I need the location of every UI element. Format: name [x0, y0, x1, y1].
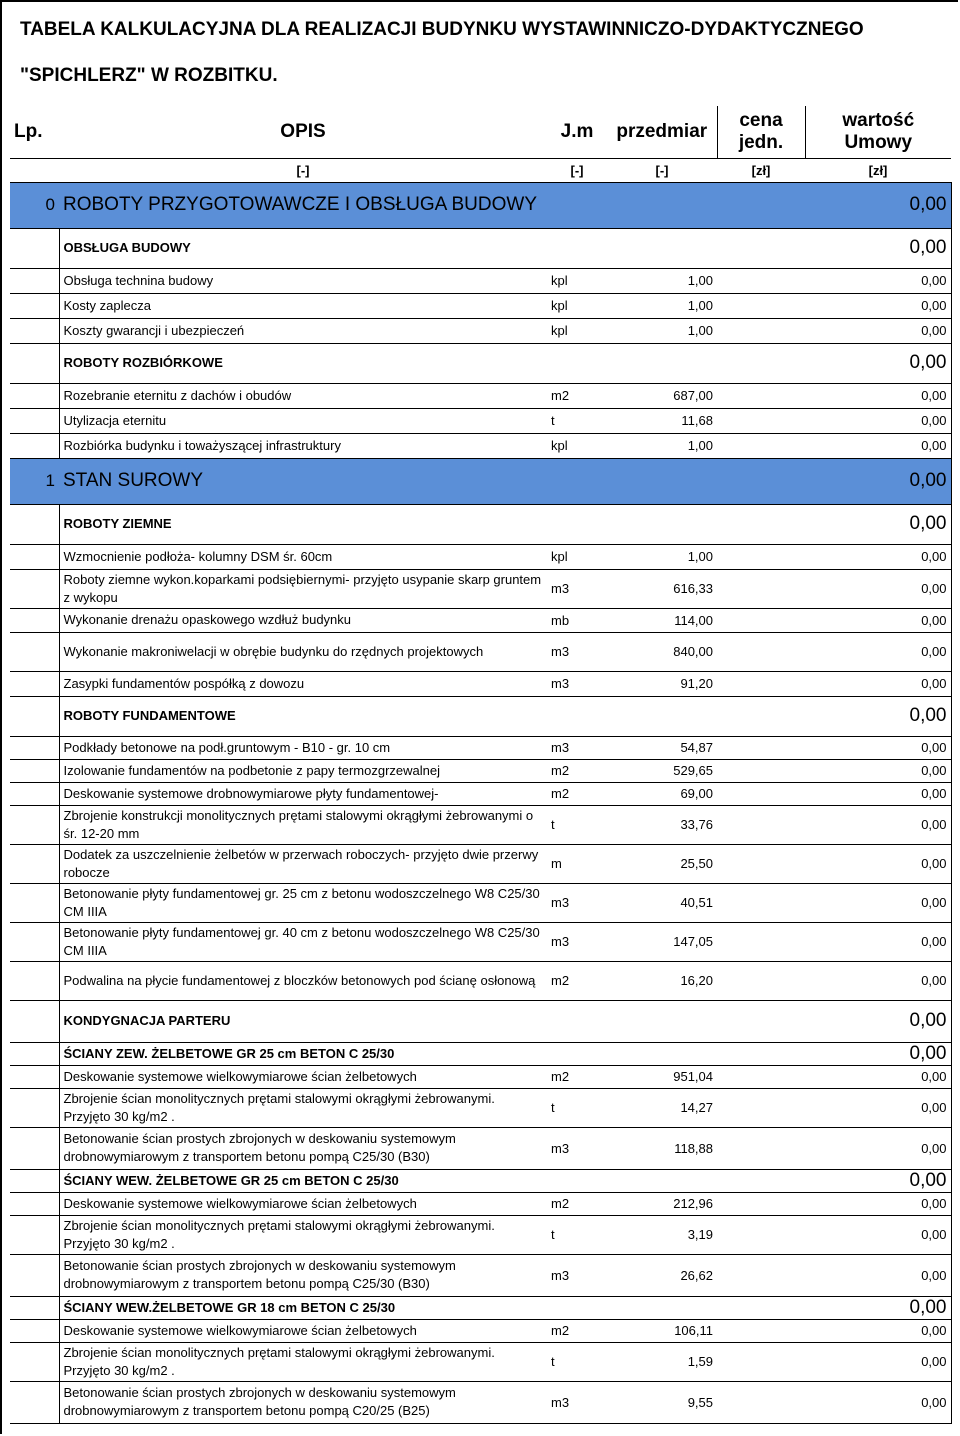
- subsection-title: ŚCIANY WEW.ŻELBETOWE GR 18 cm BETON C 25/30: [59, 1296, 805, 1319]
- unit-jm: [-]: [547, 158, 607, 182]
- item-value: 0,00: [805, 408, 951, 433]
- item-description: Zasypki fundamentów pospółką z dowozu: [59, 671, 547, 696]
- table-row: [10, 1215, 951, 1254]
- item-value: 0,00: [805, 1192, 951, 1215]
- item-unit: kpl: [547, 268, 607, 293]
- subsection-value: 0,00: [805, 1296, 951, 1319]
- item-description: Podwalina na płycie fundamentowej z bloczków betonowych pod ścianę osłonową: [59, 961, 547, 1000]
- item-description: Deskowanie systemowe wielkowymiarowe ścian żelbetowych: [59, 1192, 547, 1215]
- item-value: 0,00: [805, 318, 951, 343]
- item-description: Zbrojenie konstrukcji monolitycznych prętami stalowymi okrągłymi żebrowanymi o śr. 12-20 mm: [59, 805, 547, 844]
- subsection-title: ŚCIANY WEW. ŻELBETOWE GR 25 cm BETON C 25/30: [59, 1169, 805, 1192]
- item-value: 0,00: [805, 268, 951, 293]
- item-unit-price: [717, 782, 805, 805]
- item-unit: kpl: [547, 433, 607, 458]
- item-value: 0,00: [805, 1127, 951, 1169]
- item-description: Betonowanie płyty fundamentowej gr. 40 cm z betonu wodoszczelnego W8 C25/30 CM IIIA: [59, 922, 547, 961]
- table-row: [10, 805, 951, 844]
- item-unit-price: [717, 1215, 805, 1254]
- units-row: [10, 158, 951, 182]
- section-row: [10, 182, 951, 228]
- item-unit: kpl: [547, 293, 607, 318]
- table-row: [10, 1319, 951, 1342]
- item-description: Betonowanie ścian prostych zbrojonych w deskowaniu systemowym drobnowymiarowym z transportem betonu pompą C20/25 (B25): [59, 1381, 547, 1423]
- table-row: [10, 1088, 951, 1127]
- item-value: 0,00: [805, 759, 951, 782]
- item-unit: m3: [547, 569, 607, 608]
- item-description: Obsługa technina budowy: [59, 268, 547, 293]
- subsection-title: ROBOTY FUNDAMENTOWE: [59, 696, 805, 736]
- item-value: 0,00: [805, 544, 951, 569]
- table-row: [10, 632, 951, 671]
- section-value: 0,00: [805, 458, 951, 504]
- subsection-title: KONDYGNACJA PARTERU: [59, 1000, 805, 1042]
- item-unit: kpl: [547, 544, 607, 569]
- table-row: [10, 318, 951, 343]
- item-unit-price: [717, 544, 805, 569]
- item-unit-price: [717, 569, 805, 608]
- item-description: Wykonanie makroniwelacji w obrębie budynku do rzędnych projektowych: [59, 632, 547, 671]
- unit-opis: [-]: [59, 158, 547, 182]
- item-unit-price: [717, 383, 805, 408]
- table-row: [10, 1127, 951, 1169]
- item-unit: m2: [547, 759, 607, 782]
- item-description: Wzmocnienie podłoża- kolumny DSM śr. 60cm: [59, 544, 547, 569]
- subsection-row: [10, 343, 951, 383]
- table-row: [10, 544, 951, 569]
- item-unit: m2: [547, 1192, 607, 1215]
- item-quantity: 1,00: [607, 544, 717, 569]
- item-quantity: 33,76: [607, 805, 717, 844]
- table-row: [10, 922, 951, 961]
- item-value: 0,00: [805, 293, 951, 318]
- item-quantity: 1,00: [607, 268, 717, 293]
- item-value: 0,00: [805, 1215, 951, 1254]
- item-value: 0,00: [805, 961, 951, 1000]
- item-description: Izolowanie fundamentów na podbetonie z papy termozgrzewalnej: [59, 759, 547, 782]
- item-value: 0,00: [805, 805, 951, 844]
- item-description: Utylizacja eternitu: [59, 408, 547, 433]
- item-value: 0,00: [805, 1065, 951, 1088]
- table-row: [10, 883, 951, 922]
- item-quantity: 11,68: [607, 408, 717, 433]
- item-value: 0,00: [805, 1319, 951, 1342]
- item-description: Betonowanie ścian prostych zbrojonych w deskowaniu systemowym drobnowymiarowym z transportem betonu pompą C25/30 (B30): [59, 1127, 547, 1169]
- item-unit-price: [717, 608, 805, 632]
- table-row: [10, 759, 951, 782]
- item-unit-price: [717, 632, 805, 671]
- table-row: [10, 1254, 951, 1296]
- column-header-cena: cena jedn.: [717, 106, 805, 158]
- table-row: [10, 782, 951, 805]
- item-unit-price: [717, 759, 805, 782]
- subsection-row: [10, 1042, 951, 1065]
- item-unit: m2: [547, 1319, 607, 1342]
- item-unit-price: [717, 1342, 805, 1381]
- item-quantity: 212,96: [607, 1192, 717, 1215]
- subsection-title: ROBOTY ZIEMNE: [59, 504, 805, 544]
- item-description: Deskowanie systemowe drobnowymiarowe płyty fundamentowej-: [59, 782, 547, 805]
- item-unit-price: [717, 671, 805, 696]
- item-value: 0,00: [805, 883, 951, 922]
- item-unit-price: [717, 293, 805, 318]
- item-description: Podkłady betonowe na podł.gruntowym - B10 - gr. 10 cm: [59, 736, 547, 759]
- item-unit: m2: [547, 383, 607, 408]
- item-description: Koszty gwarancji i ubezpieczeń: [59, 318, 547, 343]
- item-quantity: 69,00: [607, 782, 717, 805]
- item-value: 0,00: [805, 1088, 951, 1127]
- column-header-opis: OPIS: [59, 106, 547, 158]
- table-row: [10, 293, 951, 318]
- subsection-title: ŚCIANY ZEW. ŻELBETOWE GR 25 cm BETON C 25/30: [59, 1042, 805, 1065]
- item-quantity: 91,20: [607, 671, 717, 696]
- item-description: Betonowanie ścian prostych zbrojonych w deskowaniu systemowym drobnowymiarowym z transportem betonu pompą C25/30 (B30): [59, 1254, 547, 1296]
- item-unit-price: [717, 805, 805, 844]
- calculation-table: [10, 106, 952, 1424]
- item-description: Dodatek za uszczelnienie żelbetów w przerwach roboczych- przyjęto dwie przerwy robocze: [59, 844, 547, 883]
- item-unit-price: [717, 1319, 805, 1342]
- item-unit: m3: [547, 671, 607, 696]
- item-unit-price: [717, 1127, 805, 1169]
- subsection-row: [10, 696, 951, 736]
- subsection-row: [10, 1000, 951, 1042]
- item-unit-price: [717, 883, 805, 922]
- item-description: Rozebranie eternitu z dachów i obudów: [59, 383, 547, 408]
- section-value: 0,00: [805, 182, 951, 228]
- item-unit: t: [547, 1088, 607, 1127]
- subsection-row: [10, 504, 951, 544]
- item-unit: t: [547, 1342, 607, 1381]
- item-description: Roboty ziemne wykon.koparkami podsiębiernymi- przyjęto usypanie skarp gruntem z wykopu: [59, 569, 547, 608]
- item-unit-price: [717, 1088, 805, 1127]
- item-description: Zbrojenie ścian monolitycznych prętami stalowymi okrągłymi żebrowanymi. Przyjęto 30 kg/m2 .: [59, 1342, 547, 1381]
- item-description: Kosty zaplecza: [59, 293, 547, 318]
- item-unit-price: [717, 1381, 805, 1423]
- item-quantity: 14,27: [607, 1088, 717, 1127]
- item-description: Betonowanie płyty fundamentowej gr. 25 cm z betonu wodoszczelnego W8 C25/30 CM IIIA: [59, 883, 547, 922]
- item-unit-price: [717, 433, 805, 458]
- section-row: [10, 458, 951, 504]
- item-unit-price: [717, 1065, 805, 1088]
- item-description: Zbrojenie ścian monolitycznych prętami stalowymi okrągłymi żebrowanymi. Przyjęto 30 kg/m2 .: [59, 1088, 547, 1127]
- subsection-value: 0,00: [805, 504, 951, 544]
- item-unit: t: [547, 408, 607, 433]
- item-description: Rozbiórka budynku i toważyszącej infrastruktury: [59, 433, 547, 458]
- item-unit: m3: [547, 1381, 607, 1423]
- item-unit-price: [717, 922, 805, 961]
- item-quantity: 16,20: [607, 961, 717, 1000]
- item-quantity: 616,33: [607, 569, 717, 608]
- item-unit: m3: [547, 883, 607, 922]
- item-value: 0,00: [805, 736, 951, 759]
- item-quantity: 1,59: [607, 1342, 717, 1381]
- item-quantity: 114,00: [607, 608, 717, 632]
- item-value: 0,00: [805, 383, 951, 408]
- item-quantity: 1,00: [607, 433, 717, 458]
- table-row: [10, 433, 951, 458]
- table-row: [10, 569, 951, 608]
- item-unit: m3: [547, 922, 607, 961]
- subsection-value: 0,00: [805, 1000, 951, 1042]
- table-row: [10, 844, 951, 883]
- item-unit-price: [717, 961, 805, 1000]
- subsection-row: [10, 1169, 951, 1192]
- item-unit: m2: [547, 1065, 607, 1088]
- table-row: [10, 671, 951, 696]
- item-quantity: 1,00: [607, 318, 717, 343]
- item-quantity: 529,65: [607, 759, 717, 782]
- item-unit-price: [717, 736, 805, 759]
- item-value: 0,00: [805, 433, 951, 458]
- header-row: [10, 106, 951, 158]
- item-value: 0,00: [805, 632, 951, 671]
- item-quantity: 1,00: [607, 293, 717, 318]
- table-row: [10, 1381, 951, 1423]
- item-unit: m2: [547, 782, 607, 805]
- section-title: ROBOTY PRZYGOTOWAWCZE I OBSŁUGA BUDOWY: [59, 182, 805, 228]
- item-quantity: 40,51: [607, 883, 717, 922]
- item-unit-price: [717, 1254, 805, 1296]
- item-quantity: 118,88: [607, 1127, 717, 1169]
- item-quantity: 54,87: [607, 736, 717, 759]
- item-description: Deskowanie systemowe wielkowymiarowe ścian żelbetowych: [59, 1319, 547, 1342]
- item-quantity: 3,19: [607, 1215, 717, 1254]
- item-value: 0,00: [805, 782, 951, 805]
- subsection-title: ROBOTY ROZBIÓRKOWE: [59, 343, 805, 383]
- item-unit: m2: [547, 961, 607, 1000]
- item-value: 0,00: [805, 608, 951, 632]
- item-quantity: 106,11: [607, 1319, 717, 1342]
- column-header-wartosc: wartość Umowy: [805, 106, 951, 158]
- subsection-value: 0,00: [805, 1169, 951, 1192]
- table-row: [10, 1065, 951, 1088]
- item-quantity: 687,00: [607, 383, 717, 408]
- item-unit: m3: [547, 1254, 607, 1296]
- item-unit: m3: [547, 1127, 607, 1169]
- column-header-jm: J.m: [547, 106, 607, 158]
- item-unit-price: [717, 268, 805, 293]
- item-unit-price: [717, 844, 805, 883]
- table-row: [10, 961, 951, 1000]
- item-quantity: 951,04: [607, 1065, 717, 1088]
- item-unit: mb: [547, 608, 607, 632]
- table-row: [10, 1342, 951, 1381]
- item-unit-price: [717, 408, 805, 433]
- table-row: [10, 1192, 951, 1215]
- item-description: Zbrojenie ścian monolitycznych prętami stalowymi okrągłymi żebrowanymi. Przyjęto 30 kg/m2 .: [59, 1215, 547, 1254]
- item-description: Deskowanie systemowe wielkowymiarowe ścian żelbetowych: [59, 1065, 547, 1088]
- subsection-title: OBSŁUGA BUDOWY: [59, 228, 805, 268]
- item-quantity: 9,55: [607, 1381, 717, 1423]
- item-value: 0,00: [805, 569, 951, 608]
- table-row: [10, 268, 951, 293]
- unit-cena: [zł]: [717, 158, 805, 182]
- item-unit: t: [547, 1215, 607, 1254]
- table-row: [10, 383, 951, 408]
- table-row: [10, 408, 951, 433]
- document-subtitle: "SPICHLERZ" W ROZBITKU.: [20, 65, 278, 86]
- table-row: [10, 736, 951, 759]
- document-title: TABELA KALKULACYJNA DLA REALIZACJI BUDYNKU WYSTAWINNICZO-DYDAKTYCZNEGO: [20, 19, 864, 40]
- item-quantity: 25,50: [607, 844, 717, 883]
- column-header-przedmiar: przedmiar: [607, 106, 717, 158]
- item-value: 0,00: [805, 1342, 951, 1381]
- section-number: 0: [10, 182, 59, 228]
- item-unit: t: [547, 805, 607, 844]
- subsection-row: [10, 1296, 951, 1319]
- item-value: 0,00: [805, 1381, 951, 1423]
- item-unit: m: [547, 844, 607, 883]
- unit-wartosc: [zł]: [805, 158, 951, 182]
- item-unit: m3: [547, 632, 607, 671]
- subsection-value: 0,00: [805, 228, 951, 268]
- section-number: 1: [10, 458, 59, 504]
- item-unit-price: [717, 318, 805, 343]
- item-value: 0,00: [805, 922, 951, 961]
- subsection-value: 0,00: [805, 696, 951, 736]
- subsection-value: 0,00: [805, 343, 951, 383]
- column-header-lp: Lp.: [10, 106, 59, 158]
- subsection-value: 0,00: [805, 1042, 951, 1065]
- unit-przedmiar: [-]: [607, 158, 717, 182]
- item-quantity: 147,05: [607, 922, 717, 961]
- item-quantity: 26,62: [607, 1254, 717, 1296]
- item-value: 0,00: [805, 671, 951, 696]
- item-description: Wykonanie drenażu opaskowego wzdłuż budynku: [59, 608, 547, 632]
- section-title: STAN SUROWY: [59, 458, 805, 504]
- subsection-row: [10, 228, 951, 268]
- item-unit: m3: [547, 736, 607, 759]
- item-quantity: 840,00: [607, 632, 717, 671]
- item-unit-price: [717, 1192, 805, 1215]
- item-value: 0,00: [805, 844, 951, 883]
- item-unit: kpl: [547, 318, 607, 343]
- item-value: 0,00: [805, 1254, 951, 1296]
- table-row: [10, 608, 951, 632]
